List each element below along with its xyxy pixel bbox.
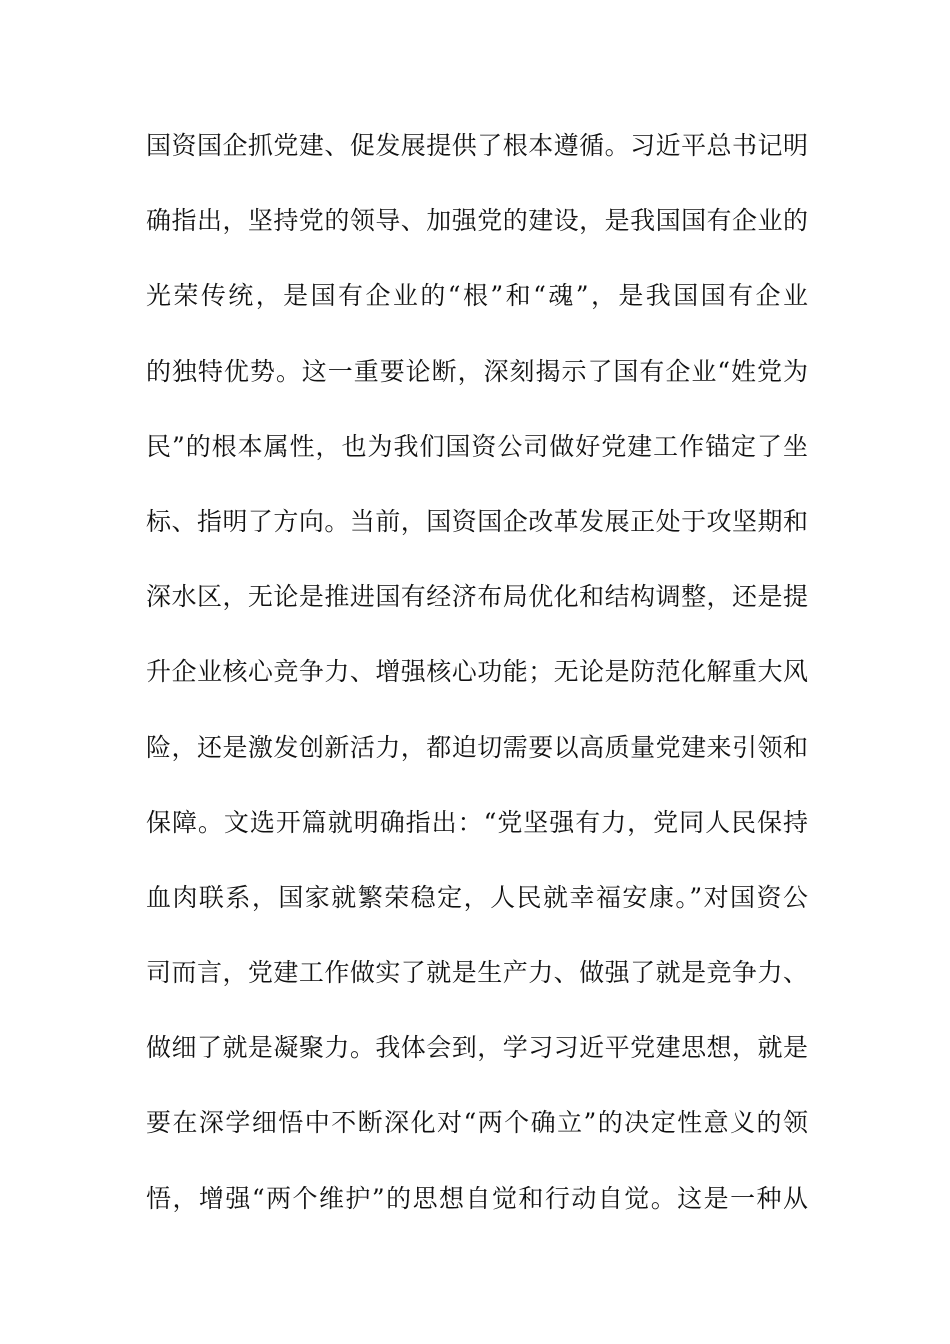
body-paragraph bbox=[146, 127, 808, 1255]
text-line: 确指出，坚持党的领导、加强党的建设，是我国国有企业的 bbox=[146, 206, 808, 236]
text-line: 保障。文选开篇就明确指出：“党坚强有力，党同人民保持 bbox=[146, 807, 808, 837]
text-line: 做细了就是凝聚力。我体会到，学习习近平党建思想，就是 bbox=[146, 1033, 808, 1063]
text-line: 民”的根本属性，也为我们国资公司做好党建工作锚定了坐 bbox=[146, 431, 808, 461]
text-line: 标、指明了方向。当前，国资国企改革发展正处于攻坚期和 bbox=[146, 506, 808, 536]
text-line: 深水区，无论是推进国有经济布局优化和结构调整，还是提 bbox=[146, 582, 808, 612]
text-line: 要在深学细悟中不断深化对“两个确立”的决定性意义的领 bbox=[146, 1108, 808, 1138]
text-line: 血肉联系，国家就繁荣稳定，人民就幸福安康。”对国资公 bbox=[146, 882, 808, 912]
text-line: 司而言，党建工作做实了就是生产力、做强了就是竞争力、 bbox=[146, 958, 808, 988]
text-line: 国资国企抓党建、促发展提供了根本遵循。习近平总书记明 bbox=[146, 131, 808, 160]
text-line: 悟，增强“两个维护”的思想自觉和行动自觉。这是一种从 bbox=[146, 1183, 808, 1213]
text-line: 的独特优势。这一重要论断，深刻揭示了国有企业“姓党为 bbox=[146, 356, 808, 386]
text-line: 光荣传统，是国有企业的“根”和“魂”，是我国国有企业 bbox=[146, 281, 808, 311]
text-line: 升企业核心竞争力、增强核心功能；无论是防范化解重大风 bbox=[146, 657, 808, 687]
text-line: 险，还是激发创新活力，都迫切需要以高质量党建来引领和 bbox=[146, 732, 808, 762]
